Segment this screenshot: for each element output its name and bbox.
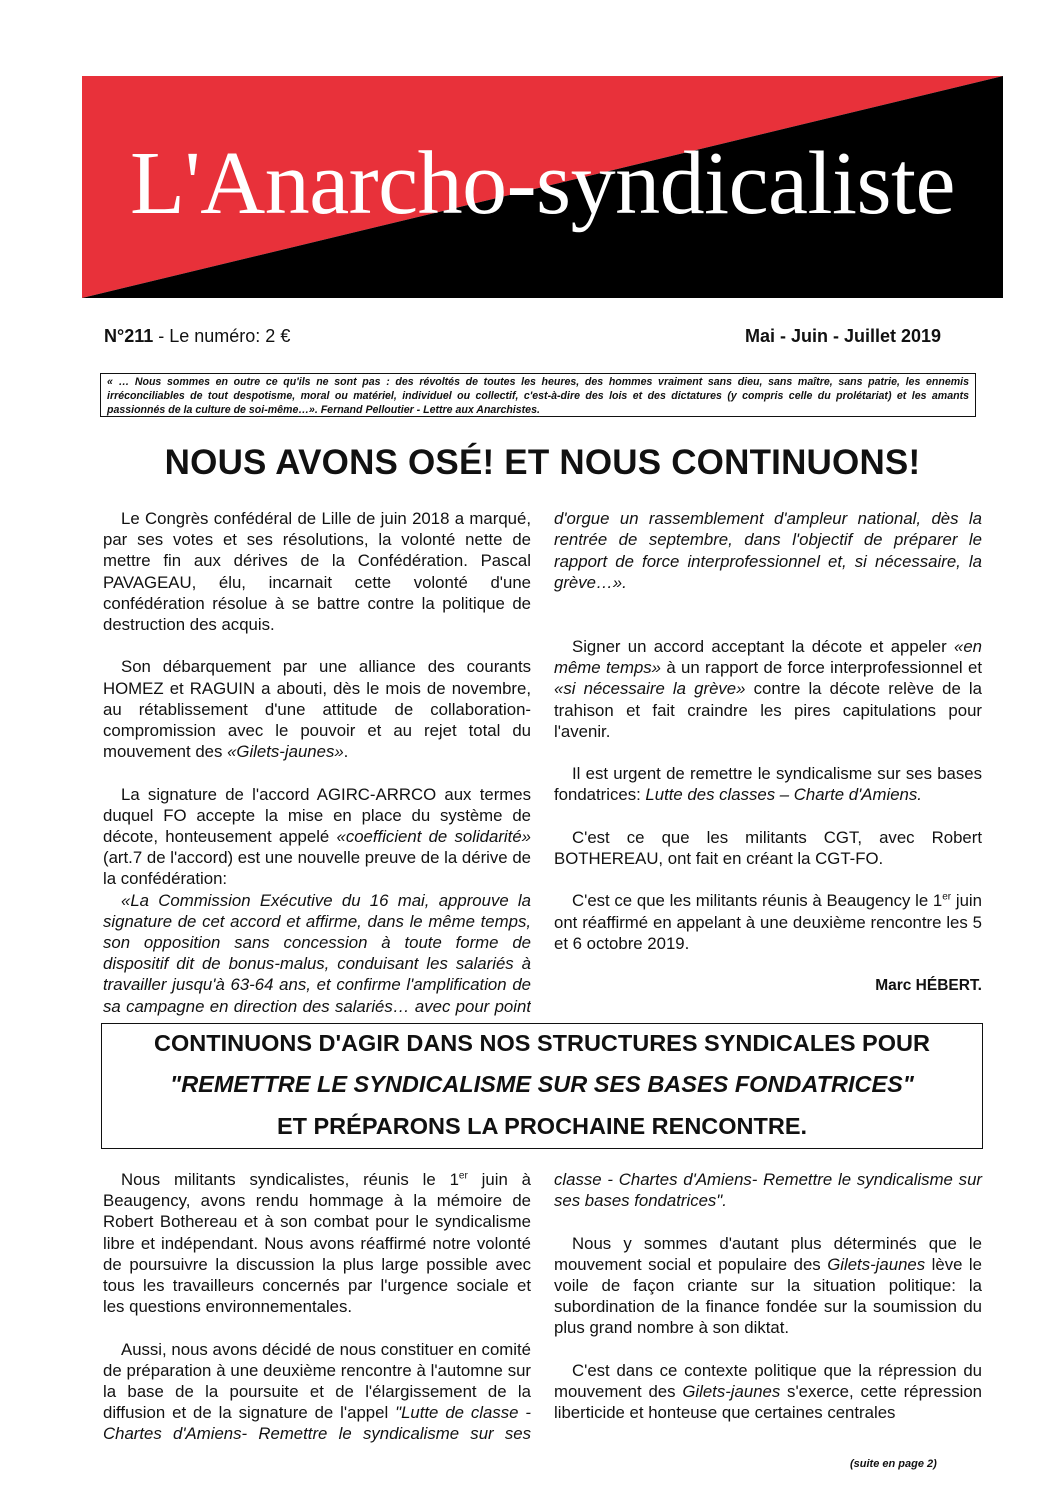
- article2-column-left: [103, 1169, 531, 1445]
- issue-info: [104, 326, 290, 347]
- article1-paragraph: Son débarquement par une alliance des courants HOMEZ et RAGUIN a abouti, dès le mois de novembre, au rétablissement d'une attitude de collaboration-compromission avec le pouvoir et au rejet total du mouvement des «Gilets-jaunes».: [103, 657, 531, 762]
- article1-paragraph: C'est ce que les militants réunis à Beaugency le 1er juin ont réaffirmé en appelant à une deuxième rencontre les 5 et 6 octobre 2019.: [554, 891, 982, 953]
- continued-on-page-note: (suite en page 2): [850, 1458, 937, 1470]
- article2-paragraph: Aussi, nous avons décidé de nous constituer en comité de préparation à une deuxième rencontre à l'automne sur la base de la poursuite et de l'élargissement de la diffusion et de la signature de l'appel "Lutte de classe - Chartes d'Amiens- Remettre le syndicalisme sur ses: [103, 1339, 531, 1444]
- article1-quote-continued: [554, 508, 982, 614]
- article-signature: Marc HÉBERT.: [875, 977, 982, 995]
- issue-price: Le numéro: 2 €: [169, 326, 291, 346]
- boxed-headline: [101, 1023, 983, 1149]
- article1-column-right: [554, 508, 982, 996]
- article-headline: NOUS AVONS OSÉ! ET NOUS CONTINUONS!: [164, 443, 921, 482]
- article2-column-right: [554, 1169, 982, 1423]
- epigraph-quote: « … Nous sommes en outre ce qu'ils ne sont pas : des révoltés de toutes les heures, des hommes vraiment sans dieu, sans maître, sans patrie, les ennemis irréconciliables de tout despotisme, moral ou matériel, individuel ou collectif, c'est-à-dire des lois et des dictatures (y compris celle du prolétariat) et les amants passionnés de la culture de soi-même…». Fernand Pelloutier - Lettre aux Anarchistes.: [100, 373, 976, 417]
- article2-paragraph: Nous y sommes d'autant plus déterminés que le mouvement social et populaire des Gilets-jaunes lève le voile de façon criante sur la situation politique: la subordination de la finance fondée sur la soumission du plus grand nombre à son diktat.: [554, 1233, 982, 1338]
- issue-date: Mai - Juin - Juillet 2019: [745, 326, 942, 346]
- boxed-headline-line: "REMETTRE LE SYNDICALISME SUR SES BASES FONDATRICES": [170, 1071, 914, 1097]
- issue-separator: -: [153, 326, 170, 346]
- article2-paragraph: C'est dans ce contexte politique que la répression du mouvement des Gilets-jaunes s'exerce, cette répression liberticide et honteuse que certaines centrales: [554, 1360, 982, 1423]
- article1-paragraph: La signature de l'accord AGIRC-ARRCO aux termes duquel FO accepte la mise en place du système de décote, honteusement appelé «coefficient de solidarité» (art.7 de l'accord) est une nouvelle preuve de la dérive de la confédération:: [103, 784, 531, 889]
- boxed-headline-line: ET PRÉPARONS LA PROCHAINE RENCONTRE.: [276, 1113, 808, 1139]
- article1-paragraph: Il est urgent de remettre le syndicalisme sur ses bases fondatrices: Lutte des classes – Charte d'Amiens.: [554, 764, 982, 805]
- article1-paragraph: Le Congrès confédéral de Lille de juin 2018 a marqué, par ses votes et ses résolutions, la volonté nette de mettre fin aux dérives de la Confédération. Pascal PAVAGEAU, élu, incarnait cette volonté d'une confédération résolue à se battre contre la politique de destruction des acquis.: [103, 509, 531, 635]
- issue-number: N°211: [104, 326, 154, 346]
- article2-paragraph: Nous militants syndicalistes, réunis le 1er juin à Beaugency, avons rendu hommage à la mémoire de Robert Bothereau et à son combat pour le syndicalisme libre et indépendant. Nous avons réaffirmé notre volonté de poursuivre la discussion la plus large possible avec tous les travailleurs concernés par l'urgence sociale et les questions environnementales.: [103, 1170, 532, 1317]
- newspaper-title: L'Anarcho-syndicaliste: [130, 134, 955, 233]
- commission-quote: «La Commission Exécutive du 16 mai, approuve la signature de cet accord et affirme, dans le même temps, son opposition sans concession à toute forme de dispositif dit de bonus-malus, conduisant les salariés à travailler jusqu'à 63-64 ans, et confirme l'amplification de sa campagne en direction des salariés… avec pour point: [103, 890, 531, 1016]
- article1-paragraph: Signer un accord acceptant la décote et appeler «en même temps» à un rapport de force interprofessionnel et «si nécessaire la grève» contre la décote relève de la trahison et fait craindre les pires capitulations pour l'avenir.: [554, 637, 982, 741]
- article1-column-left: [103, 508, 531, 1017]
- masthead-banner: [82, 76, 1003, 298]
- article2-paragraph-continued: classe - Chartes d'Amiens- Remettre le syndicalisme sur ses bases fondatrices".: [554, 1170, 982, 1211]
- article1-paragraph: C'est ce que les militants CGT, avec Robert BOTHEREAU, ont fait en créant la CGT-FO.: [554, 827, 982, 868]
- article1-quote-start: [103, 890, 531, 1017]
- commission-quote-overflow: d'orgue un rassemblement d'ampleur national, dès la rentrée de septembre, dans l'objectif de préparer le rapport de force interprofessionnel et, si nécessaire, la grève…».: [554, 509, 982, 592]
- boxed-headline-line: CONTINUONS D'AGIR DANS NOS STRUCTURES SYNDICALES POUR: [154, 1030, 930, 1056]
